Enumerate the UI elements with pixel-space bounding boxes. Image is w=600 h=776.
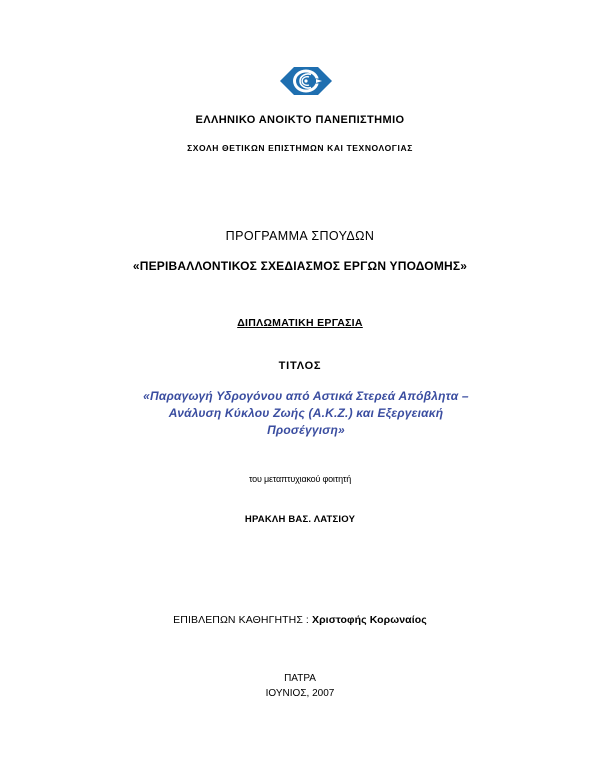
student-name: ΗΡΑΚΛΗ ΒΑΣ. ΛΑΤΣΙΟΥ [244, 514, 356, 525]
date: ΙΟΥΝΙΟΣ, 2007 [265, 688, 335, 699]
university-name: ΕΛΛΗΝΙΚΟ ΑΝΟΙΚΤΟ ΠΑΝΕΠΙΣΤΗΜΙΟ [195, 114, 405, 126]
document-type: ΔΙΠΛΩΜΑΤΙΚΗ ΕΡΓΑΣΙΑ [237, 317, 363, 329]
school-name: ΣΧΟΛΗ ΘΕΤΙΚΩΝ ΕΠΙΣΤΗΜΩΝ ΚΑΙ ΤΕΧΝΟΛΟΓΙΑΣ [187, 143, 413, 153]
university-logo-icon [278, 62, 334, 100]
student-label: του μεταπτυχιακού φοιτητή [248, 474, 352, 484]
thesis-title-line: Ανάλυση Κύκλου Ζωής (Α.Κ.Ζ.) και Εξεργειακή [168, 406, 444, 420]
supervisor-line [0, 614, 600, 626]
thesis-title-line: «Παραγωγή Υδρογόνου από Αστικά Στερεά Απόβλητα – [143, 389, 469, 403]
supervisor-name: Χριστοφής Κορωναίος [311, 614, 427, 626]
title-label: ΤΙΤΛΟΣ [278, 360, 322, 372]
thesis-title-line: Προσέγγιση» [267, 423, 345, 437]
thesis-title [100, 388, 512, 439]
program-name: «ΠΕΡΙΒΑΛΛΟΝΤΙΚΟΣ ΣΧΕΔΙΑΣΜΟΣ ΕΡΓΩΝ ΥΠΟΔΟΜΗΣ» [132, 259, 468, 273]
supervisor-label: ΕΠΙΒΛΕΠΩΝ ΚΑΘΗΓΗΤΗΣ : [173, 614, 309, 626]
program-label: ΠΡΟΓΡΑΜΜΑ ΣΠΟΥΔΩΝ [225, 229, 375, 243]
city: ΠΑΤΡΑ [284, 673, 316, 684]
